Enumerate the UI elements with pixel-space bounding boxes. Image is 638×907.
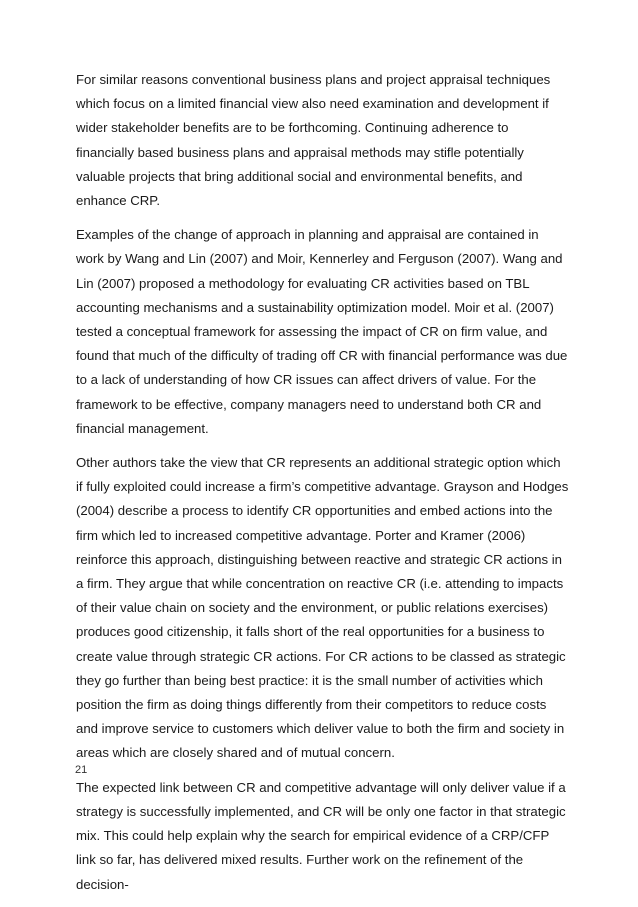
paragraph-3: Other authors take the view that CR represents an additional strategic option which if fully exploited could increase a firm’s competitive advantage. Grayson and Hodges (2004) describe a process to identify CR opportunities and embed actions into the firm which led to increased competitive advantage. Porter and Kramer (2006) reinforce this approach, distinguishing between reactive and strategic CR actions in a firm. They argue that while concentration on reactive CR (i.e. attending to impacts of their value chain on society and the environment, or public relations exercises) produces good citizenship, it falls short of the real opportunities for a business to create value through strategic CR actions. For CR actions to be classed as strategic they go further than being best practice: it is the small number of activities which position the firm as doing things differently from their competitors to reduce costs and improve service to customers which deliver value to both the firm and society in areas which are closely shared and of mutual concern. [76, 455, 569, 761]
paragraph-4: The expected link between CR and competitive advantage will only deliver value if a strategy is successfully implemented, and CR will be only one factor in that strategic mix. This could help explain why the search for empirical evidence of a CRP/CFP link so far, has delivered mixed results. Further work on the refinement of the decision- [76, 779, 566, 892]
paragraph-2: Examples of the change of approach in planning and appraisal are contained in work by Wang and Lin (2007) and Moir, Kennerley and Ferguson (2007). Wang and Lin (2007) proposed a methodology for evaluating CR activities based on TBL accounting mechanisms and a sustainability optimization model. Moir et al. (2007) tested a conceptual framework for assessing the impact of CR on firm value, and found that much of the difficulty of trading off CR with financial performance was due to a lack of understanding of how CR issues can affect drivers of value. For the framework to be effective, company managers need to understand both CR and financial management. [76, 227, 568, 436]
body-text [76, 68, 570, 907]
paragraph-1: For similar reasons conventional business plans and project appraisal techniques which focus on a limited financial view also need examination and development if wider stakeholder benefits are to be forthcoming. Continuing adherence to financially based business plans and appraisal methods may stifle potentially valuable projects that bring additional social and environmental benefits, and enhance CRP. [76, 72, 551, 209]
page-number: 21 [75, 764, 88, 776]
